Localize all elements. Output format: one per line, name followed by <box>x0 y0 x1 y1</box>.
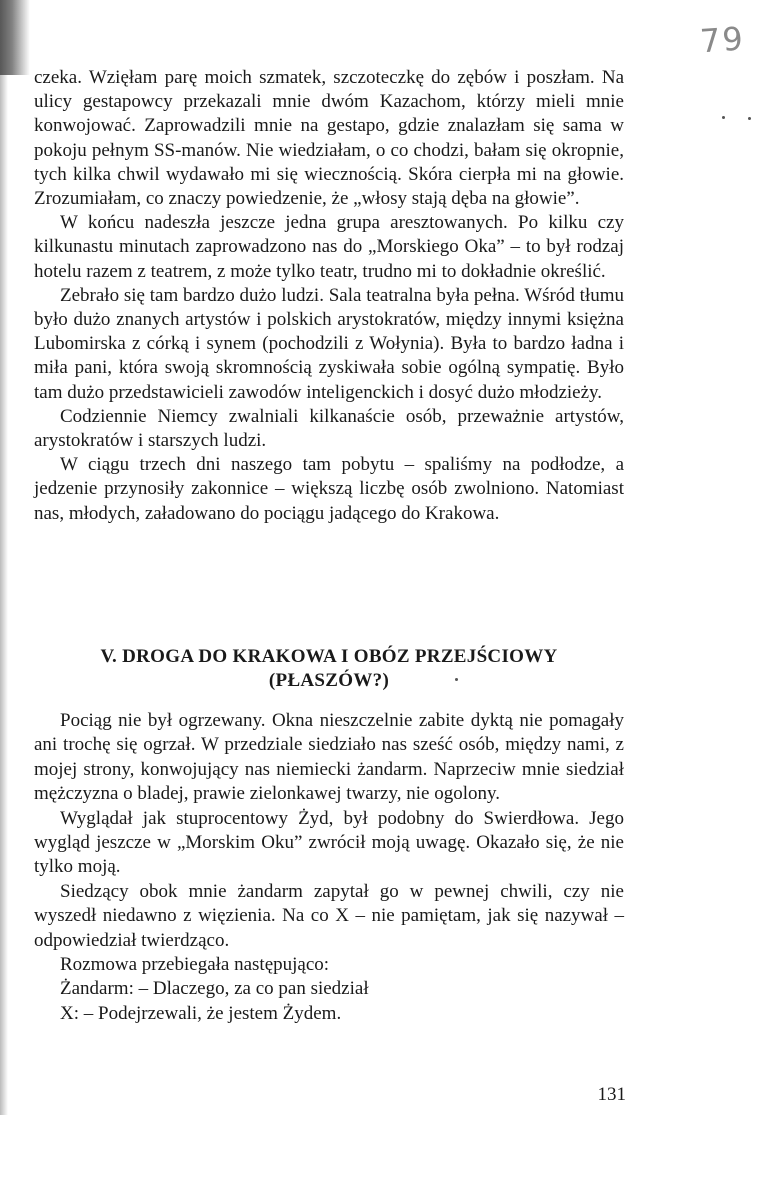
paragraph: W ciągu trzech dni naszego tam pobytu – spaliśmy na podłodze, a jedzenie przynosiły zakonnice – większą liczbę osób zwolniono. Natomiast nas, młodych, załadowano do pociągu jadącego do Krakowa. <box>34 454 624 524</box>
dialogue-line: Żandarm: – Dlaczego, za co pan siedział <box>60 978 369 1000</box>
page-number: 131 <box>597 1084 626 1105</box>
chapter-heading <box>34 645 624 693</box>
paragraph: Codziennie Niemcy zwalniali kilkanaście osób, przeważnie artystów, arystokratów i starszych ludzi. <box>34 405 624 452</box>
scan-speck <box>455 678 458 681</box>
handwritten-page-note: 79 <box>698 19 747 61</box>
scan-shadow-top-left <box>0 0 30 75</box>
dialogue-line: X: – Podejrzewali, że jestem Żydem. <box>60 1002 342 1024</box>
body-text-bottom <box>34 709 624 1026</box>
paragraph: Siedzący obok mnie żandarm zapytał go w pewnej chwili, czy nie wyszedł niedawno z więzienia. Na co X – nie pamiętam, jak się nazywał – odpowiedział twierdząco. <box>34 880 624 951</box>
chapter-title-line-2: (PŁASZÓW?) <box>268 670 390 691</box>
body-text-top <box>34 66 624 526</box>
paragraph: W końcu nadeszła jeszcze jedna grupa aresztowanych. Po kilku czy kilkunastu minutach zaprowadzono nas do „Morskiego Oka” – to był rodzaj hotelu razem z teatrem, z może tylko teatr, trudno mi to dokładnie określić. <box>34 212 624 282</box>
scan-speck <box>748 117 751 120</box>
paragraph: Zebrało się tam bardzo dużo ludzi. Sala teatralna była pełna. Wśród tłumu było dużo znanych artystów i polskich arystokratów, między innymi księżna Lubomirska z córką i synem (pochodzili z Wołynia). Była to bardzo ładna i miła pani, która swoją skromnością zyskiwała sobie ogólną sympatię. Było tam dużo przedstawicieli zawodów inteligenckich i dosyć dużo młodzieży. <box>34 284 624 403</box>
paragraph: Wyglądał jak stuprocentowy Żyd, był podobny do Swierdłowa. Jego wygląd jeszcze w „Morskim Oku” zwrócił moją uwagę. Okazało się, że nie tylko moją. <box>34 807 624 878</box>
paragraph: Rozmowa przebiegała następująco: <box>60 954 330 976</box>
scan-speck <box>722 116 725 119</box>
paragraph: czeka. Wzięłam parę moich szmatek, szczoteczkę do zębów i poszłam. Na ulicy gestapowcy przekazali mnie dwóm Kazachom, którzy mieli mnie konwojować. Zaprowadzili mnie na gestapo, gdzie znalazłam się sama w pokoju pełnym SS-manów. Nie wiedziałam, o co chodzi, bałam się okropnie, tych kilka chwil wydawało mi się wiecznością. Skóra cierpła mi na głowie. Zrozumiałam, co znaczy powiedzenie, że „włosy stają dęba na głowie”. <box>34 67 624 210</box>
chapter-title-line-1: V. DROGA DO KRAKOWA I OBÓZ PRZEJŚCIOWY <box>100 646 558 667</box>
scan-shadow-left-edge <box>0 75 8 1115</box>
paragraph: Pociąg nie był ogrzewany. Okna nieszczelnie zabite dyktą nie pomagały ani trochę się ogrzał. W przedziale siedziało nas sześć osób, między nami, z mojej strony, konwojujący nas niemiecki żandarm. Naprzeciw mnie siedział mężczyzna o bladej, prawie zielonkawej twarzy, nie ogolony. <box>34 710 624 805</box>
